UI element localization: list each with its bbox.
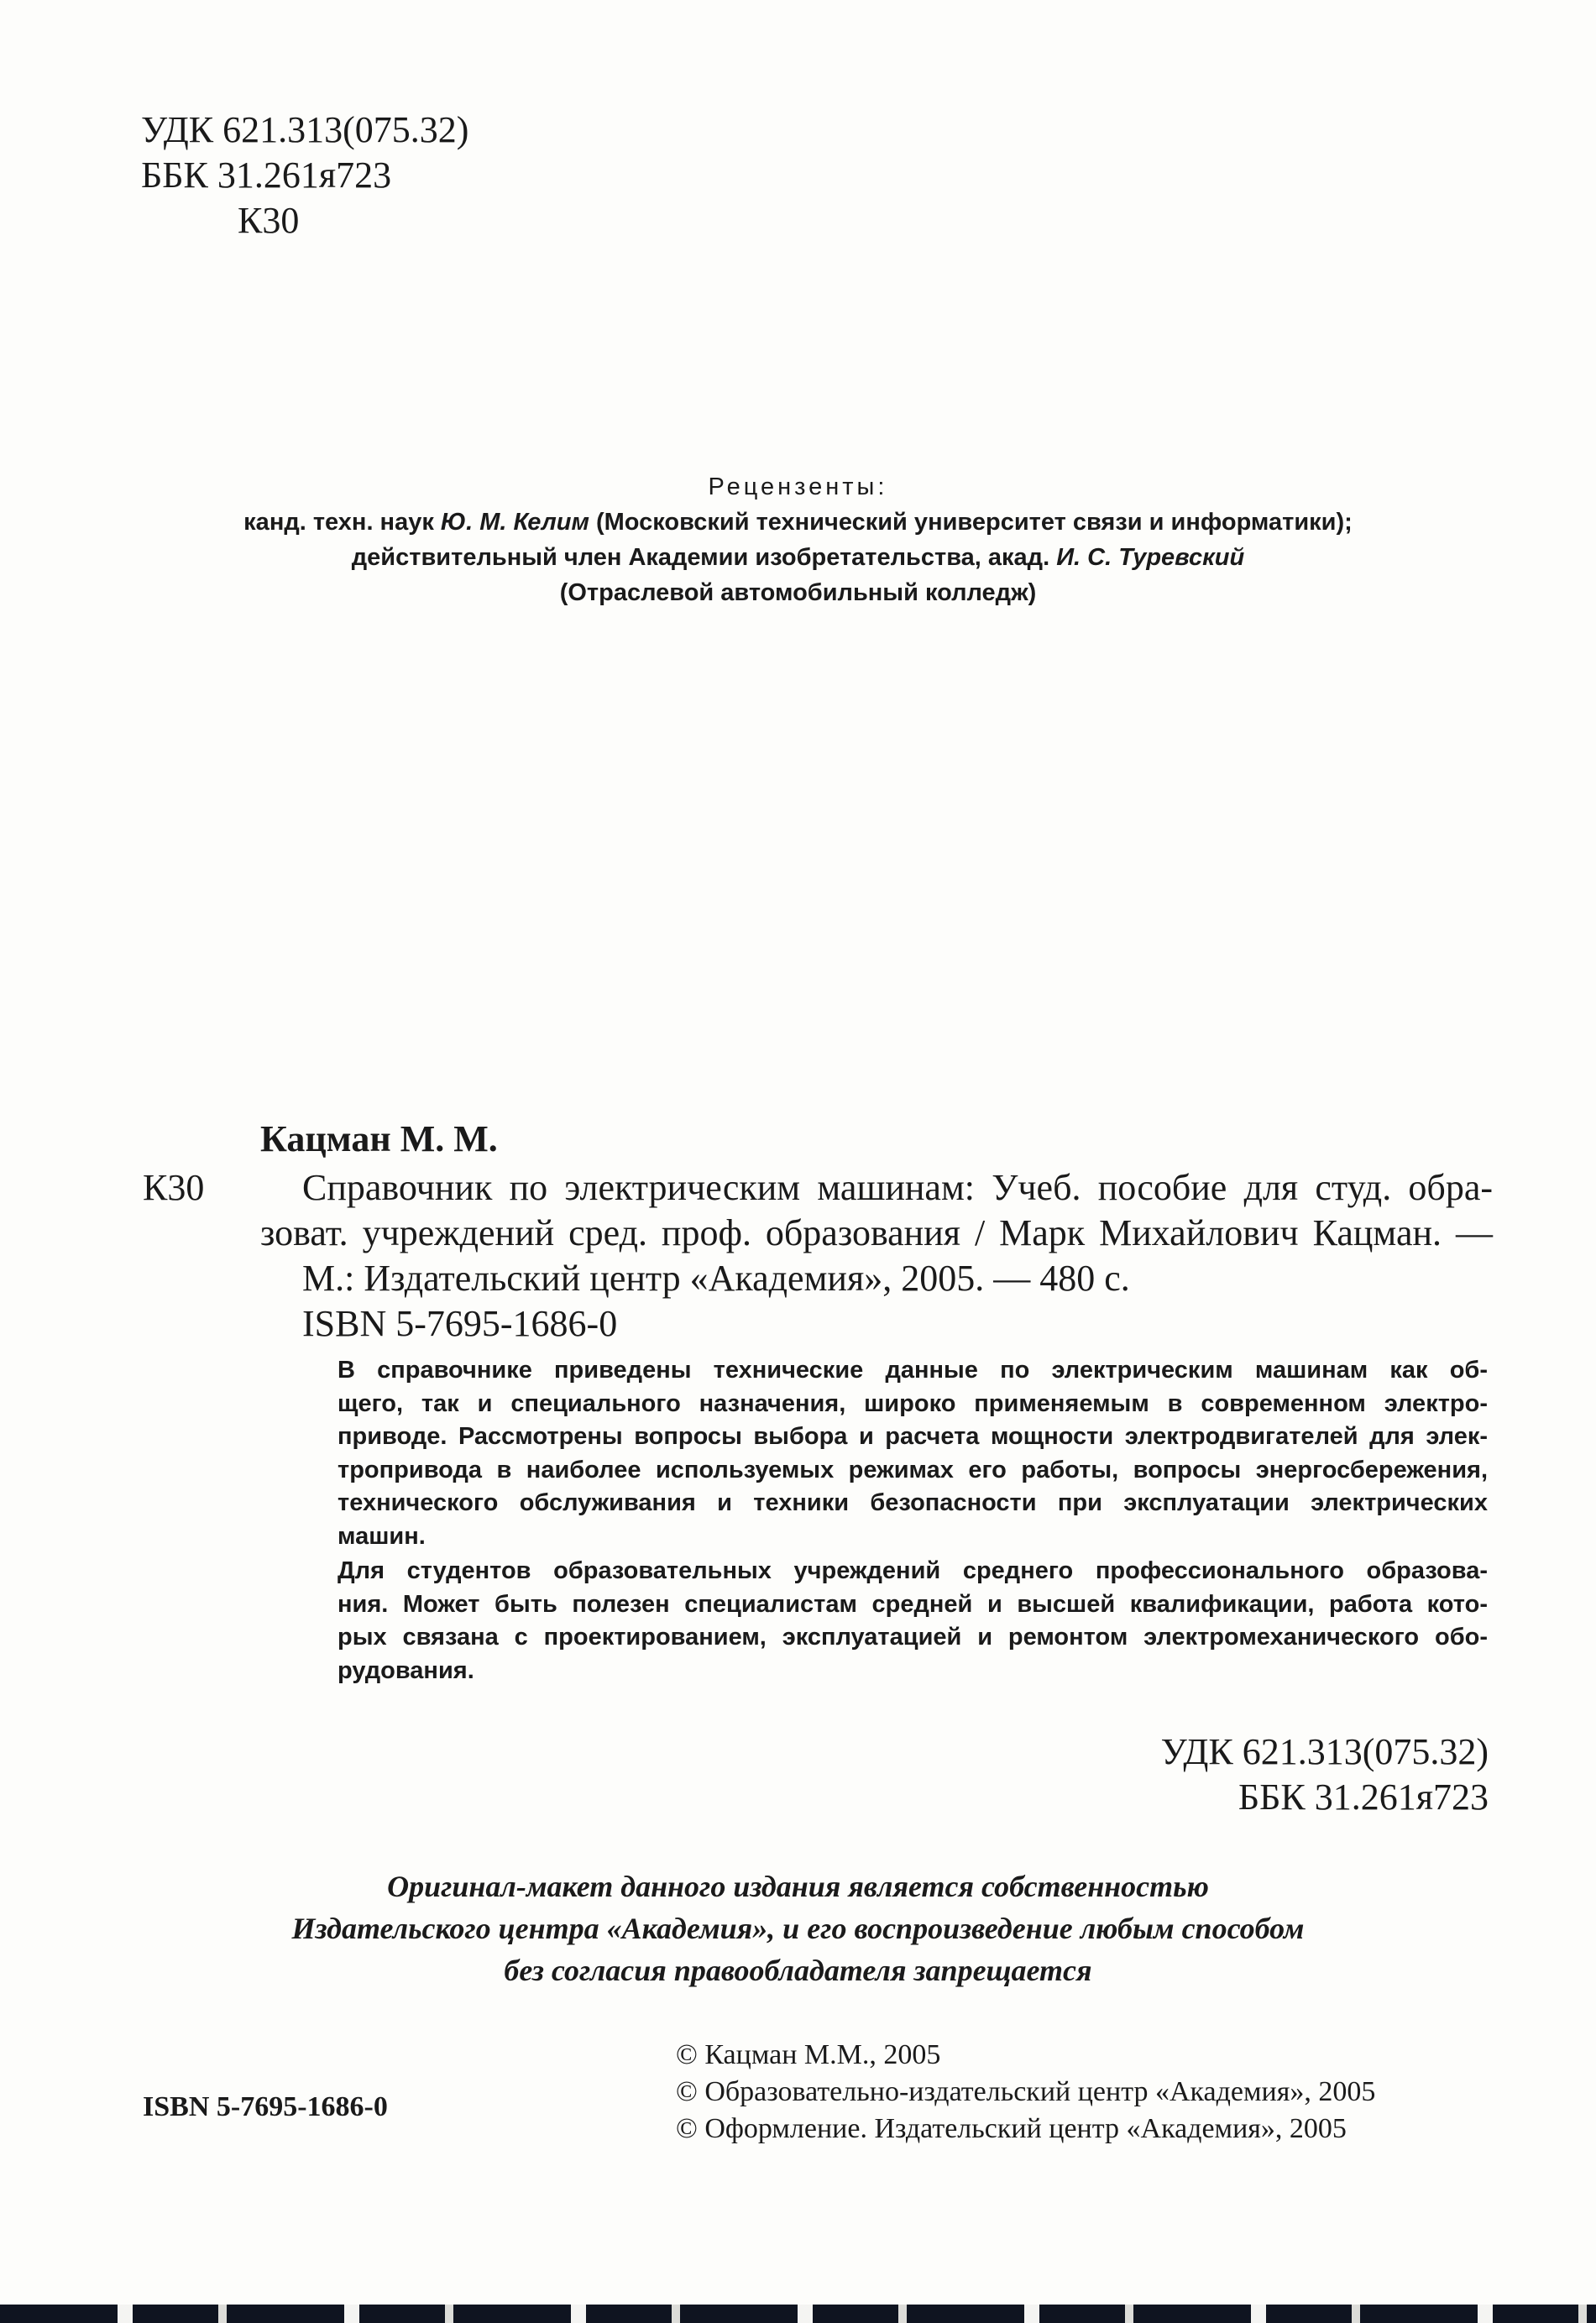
bbk-code-top: ББК 31.261я723 xyxy=(141,154,392,196)
copyright-author: © Кацман М.М., 2005 xyxy=(676,2039,941,2070)
reviewer-2-name: И. С. Туревский xyxy=(1056,544,1245,571)
reviewer-2-affiliation: (Отраслевой автомобильный колледж) xyxy=(559,579,1037,606)
reviewer-1-degree: канд. техн. наук xyxy=(243,509,441,536)
annotation-p1-line: приводе. Рассмотрены вопросы выбора и расчета мощности электродвигателей для элек- xyxy=(338,1423,1488,1450)
bib-line-1: Справочник по электрическим машинам: Учеб. пособие для студ. обра- xyxy=(302,1167,1493,1208)
legal-notice-line-1: Оригинал-макет данного издания является собственностью xyxy=(387,1870,1209,1903)
annotation-paragraph-1 xyxy=(311,1354,1488,1553)
reviewer-line-1 xyxy=(0,505,1596,539)
annotation xyxy=(311,1354,1488,1687)
bib-author-mark: К30 xyxy=(143,1167,205,1208)
udk-code-bottom: УДК 621.313(075.32) xyxy=(1160,1731,1489,1772)
reviewer-1-affiliation: (Московский технический университет связи и информатики); xyxy=(589,509,1353,536)
annotation-p1-line: В справочнике приведены технические данные по электрическим машинам как об- xyxy=(338,1357,1488,1384)
annotation-p2-line: рых связана с проектированием, эксплуатацией и ремонтом электромеханического обо- xyxy=(338,1624,1488,1651)
reviewer-2-title: действительный член Академии изобретательства, акад. xyxy=(351,544,1057,571)
annotation-p1-line: технического обслуживания и техники безопасности при эксплуатации электрических xyxy=(338,1489,1488,1516)
copyright-publisher: © Образовательно-издательский центр «Академия», 2005 xyxy=(676,2076,1376,2107)
bbk-code-bottom: ББК 31.261я723 xyxy=(1238,1776,1489,1818)
reviewer-1-name: Ю. М. Келим xyxy=(440,509,589,536)
author-mark-top: К30 xyxy=(238,200,300,241)
bottom-edge-band xyxy=(0,2305,1596,2323)
annotation-p1-line: машин. xyxy=(338,1522,426,1550)
bib-isbn: ISBN 5-7695-1686-0 xyxy=(302,1303,618,1344)
legal-notice-line-2: Издательского центра «Академия», и его воспроизведение любым способом xyxy=(291,1912,1305,1945)
udk-code-top: УДК 621.313(075.32) xyxy=(141,109,469,150)
reviewer-line-2 xyxy=(0,541,1596,574)
annotation-p2-line: ния. Может быть полезен специалистам средней и высшей квалификации, работа кото- xyxy=(338,1590,1488,1618)
copyright-design: © Оформление. Издательский центр «Академия», 2005 xyxy=(676,2113,1347,2144)
book-author: Кацман М. М. xyxy=(260,1118,498,1159)
annotation-p2-line: Для студентов образовательных учреждений среднего профессионального образова- xyxy=(338,1557,1488,1584)
isbn-bottom: ISBN 5-7695-1686-0 xyxy=(143,2091,388,2122)
annotation-p1-line: щего, так и специального назначения, широко применяемым в современном электро- xyxy=(338,1389,1488,1417)
annotation-p1-line: тропривода в наиболее используемых режимах его работы, вопросы энергосбережения, xyxy=(338,1456,1488,1483)
annotation-p2-line: рудования. xyxy=(338,1656,474,1684)
reviewers-heading-text: Рецензенты: xyxy=(708,473,888,500)
bib-line-3: М.: Издательский центр «Академия», 2005. — 480 с. xyxy=(302,1258,1130,1299)
bib-line-2: зоват. учреждений сред. проф. образования / Марк Михайлович Кацман. — xyxy=(260,1212,1493,1253)
annotation-paragraph-2 xyxy=(311,1555,1488,1687)
reviewers-heading xyxy=(0,470,1596,504)
legal-notice-line-3: без согласия правообладателя запрещается xyxy=(504,1954,1092,1987)
